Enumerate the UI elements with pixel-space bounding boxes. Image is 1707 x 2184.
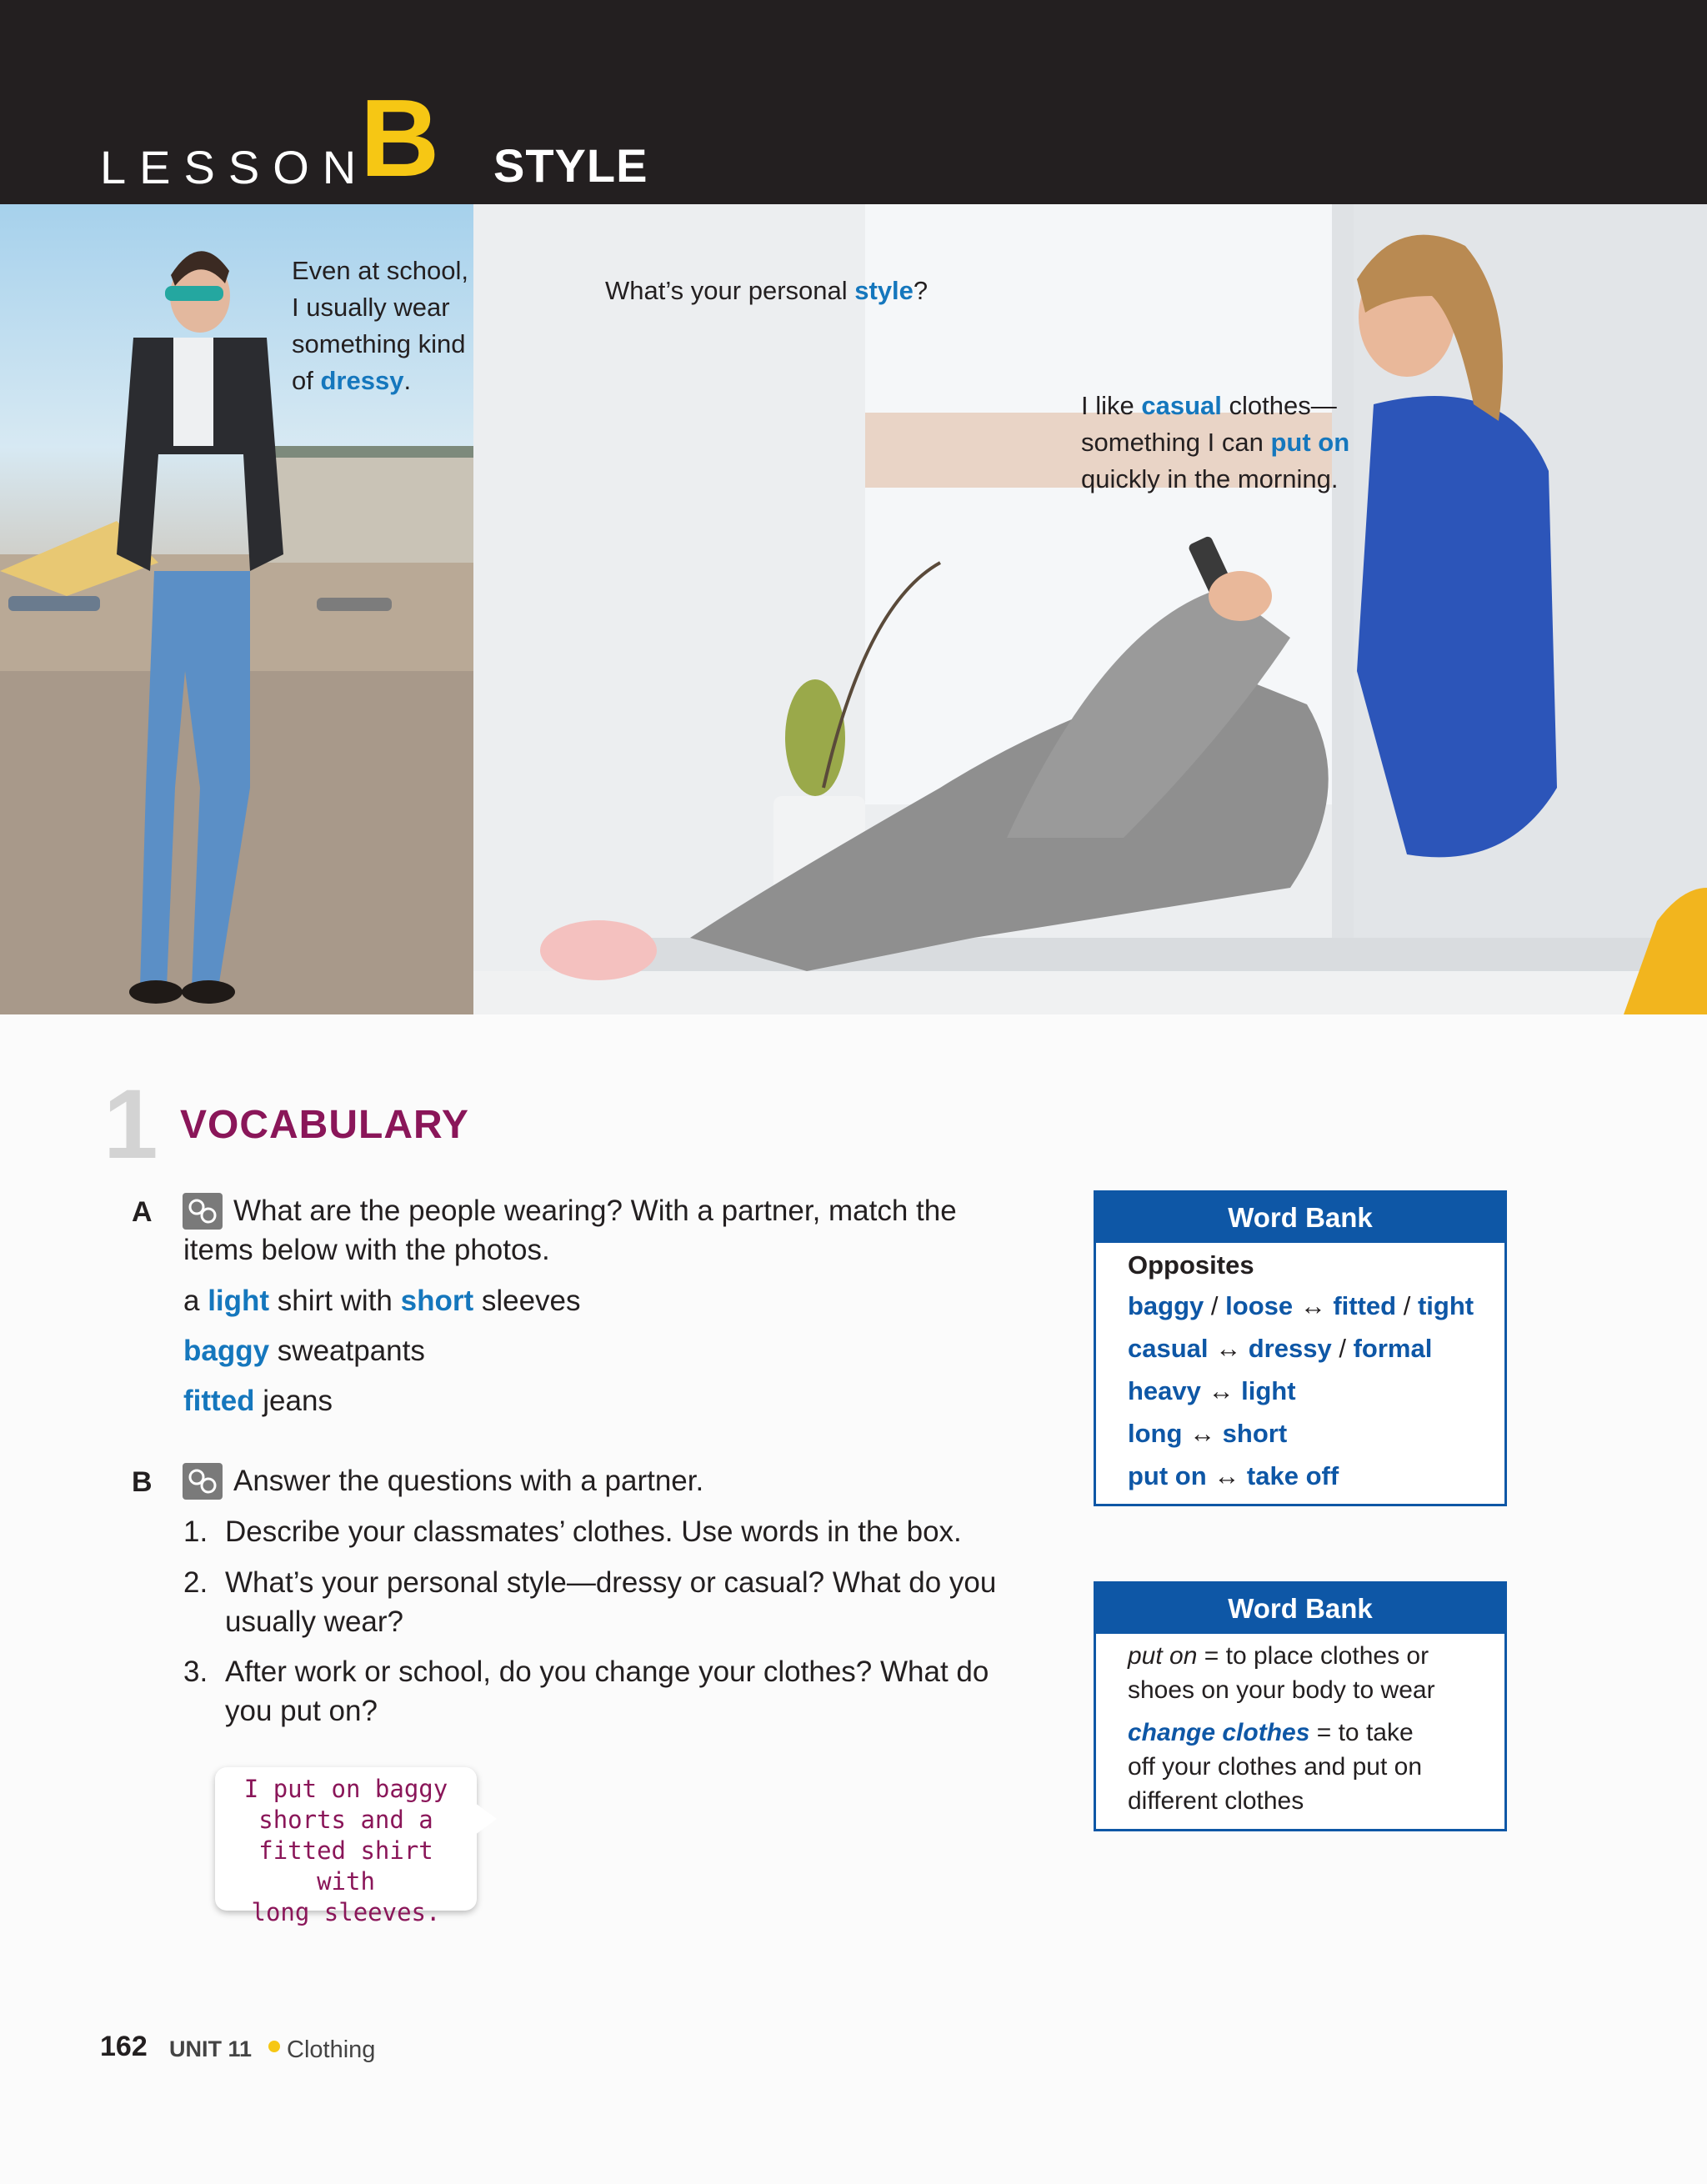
caption-text: of: [292, 366, 321, 395]
definition-line: [1128, 1639, 1504, 1673]
caption-text: ?: [913, 276, 929, 305]
caption-text: something I can: [1081, 428, 1271, 457]
footer-bullet: [268, 2041, 280, 2052]
definition-line: [1128, 1716, 1504, 1750]
vocab-item: [183, 1381, 333, 1420]
vocab-highlight: put on: [1270, 428, 1350, 457]
word: fitted: [1333, 1291, 1397, 1320]
word: take off: [1246, 1461, 1339, 1490]
caption-text: .: [403, 366, 412, 395]
definition-term: put on: [1128, 1642, 1198, 1670]
bubble-line: long sleeves.: [251, 1898, 441, 1926]
question-text: you put on?: [225, 1695, 378, 1727]
word-bank-subtitle: Opposites: [1128, 1250, 1254, 1280]
caption-line: something kind: [292, 329, 466, 358]
section-title: VOCABULARY: [180, 1103, 469, 1147]
word-bank-definitions: [1094, 1581, 1507, 1831]
lesson-label: LESSON: [100, 141, 370, 193]
speech-bubble-tail: [472, 1801, 497, 1837]
word-bank-opposites: [1094, 1190, 1507, 1506]
definition-line: shoes on your body to wear: [1128, 1676, 1435, 1704]
speech-bubble-text: [223, 1774, 468, 1928]
caption-line: Even at school,: [292, 256, 468, 285]
photo-young-woman-illustration: [473, 204, 1707, 1014]
pair-work-icon-glyph: [183, 1463, 223, 1500]
word-bank-row: [1128, 1455, 1504, 1497]
word-bank-row: [1128, 1285, 1504, 1327]
lesson-letter: B: [360, 77, 440, 199]
word-bank-row: [1128, 1412, 1504, 1455]
vocab-highlight: style: [854, 276, 914, 305]
caption-text: clothes—: [1221, 391, 1337, 420]
unit-topic: Clothing: [287, 2036, 376, 2063]
word: put on: [1128, 1461, 1207, 1490]
word: long: [1128, 1419, 1183, 1448]
question-text: After work or school, do you change your clothes? What do: [225, 1656, 989, 1688]
bubble-line: fitted shirt with: [258, 1836, 433, 1896]
task-b-letter: B: [132, 1466, 153, 1498]
definition-line: off your clothes and put on: [1128, 1753, 1423, 1781]
vocab-highlight: short: [400, 1285, 474, 1317]
question-number: 1.: [183, 1515, 208, 1548]
lesson-title: STYLE: [493, 139, 648, 192]
question-text: Describe your classmates’ clothes. Use words in the box.: [225, 1515, 962, 1548]
task-a-instruction: items below with the photos.: [183, 1234, 550, 1266]
item-text: shirt with: [269, 1285, 401, 1317]
task-a-letter: A: [132, 1196, 153, 1228]
pair-work-icon: [183, 1463, 223, 1500]
word: light: [1241, 1376, 1296, 1405]
vocab-highlight: casual: [1141, 391, 1222, 420]
caption-line: [292, 363, 468, 399]
word: short: [1222, 1419, 1288, 1448]
page-number: 162: [100, 2031, 148, 2062]
vocab-item: [183, 1331, 425, 1370]
word-bank-row: [1128, 1370, 1504, 1412]
word: tight: [1417, 1291, 1474, 1320]
task-b-instruction: Answer the questions with a partner.: [233, 1465, 704, 1497]
separator: ↔: [1182, 1419, 1223, 1448]
definition-text: = to place clothes or: [1197, 1642, 1429, 1670]
definition-line: different clothes: [1128, 1787, 1304, 1815]
caption-line: I usually wear: [292, 293, 450, 322]
young-man-caption: [292, 253, 468, 399]
word-bank-row: [1128, 1327, 1504, 1370]
section-number: 1: [103, 1069, 158, 1180]
task-a-instruction: What are the people wearing? With a partner, match the: [233, 1195, 957, 1227]
caption-text: I like: [1081, 391, 1142, 420]
item-text: sweatpants: [269, 1335, 425, 1367]
definition-text: = to take: [1309, 1719, 1414, 1746]
unit-label: UNIT 11: [169, 2036, 253, 2061]
word-bank-title: Word Bank: [1096, 1584, 1504, 1634]
pair-work-icon: [183, 1193, 223, 1230]
vocab-highlight: fitted: [183, 1385, 255, 1417]
separator: ↔: [1200, 1376, 1242, 1405]
question-text: usually wear?: [225, 1605, 403, 1638]
separator: /: [1204, 1291, 1226, 1320]
separator: /: [1331, 1334, 1354, 1363]
item-text: a: [183, 1285, 208, 1317]
definition-term: change clothes: [1128, 1719, 1310, 1746]
vocab-highlight: dressy: [320, 366, 404, 395]
pair-work-icon-glyph: [183, 1193, 223, 1230]
question-number: 3.: [183, 1656, 208, 1688]
question-number: 2.: [183, 1566, 208, 1599]
caption-line: [1081, 424, 1349, 461]
photo-young-man: [0, 204, 473, 1014]
separator: ↔: [1293, 1291, 1334, 1320]
young-woman-caption: [1081, 388, 1349, 498]
caption-line: [1081, 388, 1349, 424]
bubble-line: shorts and a: [258, 1806, 433, 1834]
style-question: [605, 273, 928, 309]
word: heavy: [1128, 1376, 1201, 1405]
word: dressy: [1248, 1334, 1332, 1363]
vocab-item: [183, 1281, 581, 1320]
item-text: jeans: [254, 1385, 333, 1417]
word-bank-title: Word Bank: [1096, 1193, 1504, 1243]
word: loose: [1225, 1291, 1294, 1320]
question-text: What’s your personal style—dressy or casual? What do you: [225, 1566, 997, 1599]
word: baggy: [1128, 1291, 1204, 1320]
vocab-highlight: baggy: [183, 1335, 270, 1367]
item-text: sleeves: [473, 1285, 581, 1317]
caption-line: quickly in the morning.: [1081, 464, 1339, 493]
separator: /: [1396, 1291, 1418, 1320]
word: formal: [1353, 1334, 1433, 1363]
separator: ↔: [1208, 1334, 1249, 1363]
bubble-line: I put on baggy: [243, 1775, 448, 1803]
caption-text: What’s your personal: [605, 276, 855, 305]
photo-young-woman: [473, 204, 1707, 1014]
vocab-highlight: light: [208, 1285, 270, 1317]
separator: ↔: [1206, 1461, 1247, 1490]
word: casual: [1128, 1334, 1209, 1363]
